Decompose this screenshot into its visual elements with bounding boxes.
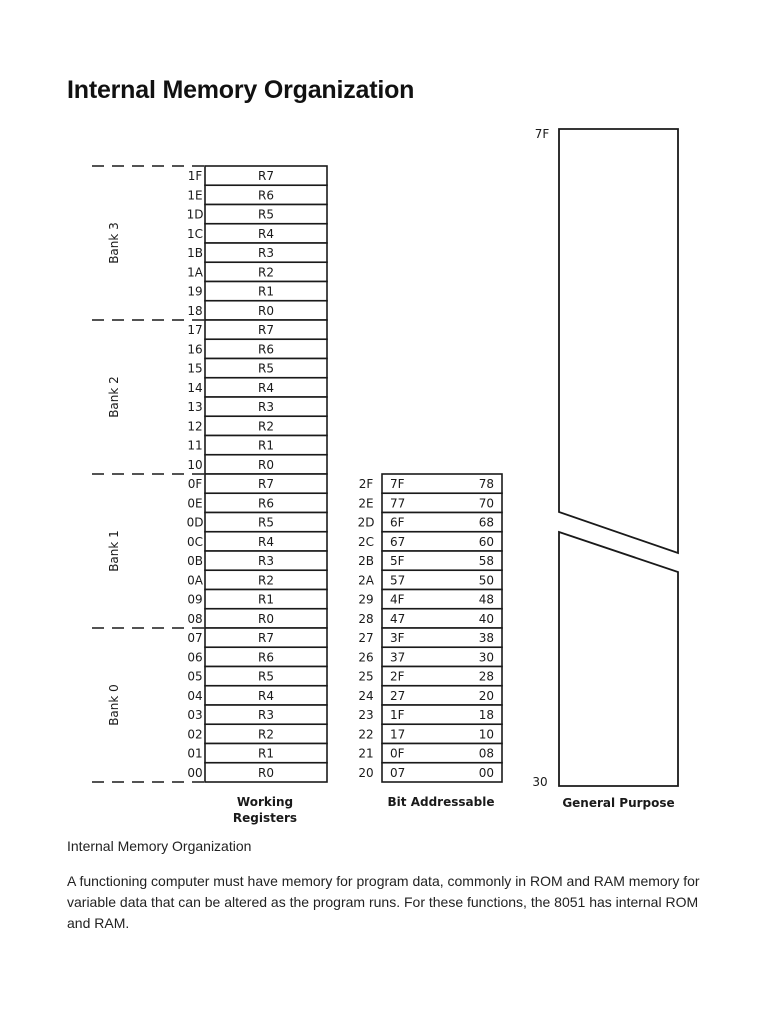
register-label: R6 bbox=[258, 496, 274, 511]
register-address: 11 bbox=[187, 438, 203, 453]
register-label: R2 bbox=[258, 727, 274, 742]
register-address: 19 bbox=[187, 284, 203, 299]
register-address: 16 bbox=[187, 342, 203, 357]
register-label: R3 bbox=[258, 708, 274, 723]
bit-low-address: 68 bbox=[478, 515, 494, 530]
bit-high-address: 67 bbox=[390, 534, 406, 549]
bit-row-address: 21 bbox=[358, 746, 374, 761]
bit-high-address: 07 bbox=[390, 765, 406, 780]
register-address: 1D bbox=[186, 207, 204, 222]
general-purpose-top-address: 7F bbox=[534, 127, 550, 141]
register-address: 09 bbox=[187, 592, 203, 607]
register-label: R1 bbox=[258, 592, 274, 607]
bit-row-address: 26 bbox=[358, 650, 374, 665]
body-paragraph: A functioning computer must have memory for program data, commonly in ROM and RAM memory for variable data that can be altered as the program runs. For these functions, the 8051 has internal ROM and RAM. bbox=[67, 873, 700, 931]
general-purpose-upper-block bbox=[559, 129, 678, 553]
bit-high-address: 57 bbox=[390, 573, 406, 588]
register-address: 12 bbox=[187, 419, 203, 434]
register-address: 1F bbox=[187, 169, 203, 184]
register-address: 15 bbox=[187, 361, 203, 376]
bit-high-address: 27 bbox=[390, 688, 406, 703]
register-address: 0B bbox=[187, 554, 203, 569]
bit-high-address: 4F bbox=[390, 592, 405, 607]
bit-low-address: 38 bbox=[478, 631, 494, 646]
register-address: 0A bbox=[187, 573, 203, 588]
register-address: 07 bbox=[187, 631, 203, 646]
register-address: 1E bbox=[187, 188, 203, 203]
register-label: R7 bbox=[258, 477, 274, 492]
bit-row-address: 24 bbox=[358, 688, 374, 703]
bit-row-address: 23 bbox=[358, 708, 374, 723]
bank-label: Bank 3 bbox=[107, 222, 121, 264]
page-title: Internal Memory Organization bbox=[67, 76, 415, 104]
bit-low-address: 00 bbox=[478, 765, 494, 780]
bit-low-address: 48 bbox=[478, 592, 494, 607]
bit-low-address: 10 bbox=[478, 727, 494, 742]
register-label: R4 bbox=[258, 380, 274, 395]
register-address: 01 bbox=[187, 746, 203, 761]
bit-row-address: 29 bbox=[358, 592, 374, 607]
bit-row-address: 27 bbox=[358, 631, 374, 646]
register-label: R4 bbox=[258, 688, 274, 703]
bit-high-address: 0F bbox=[390, 746, 405, 761]
bit-high-address: 6F bbox=[390, 515, 405, 530]
register-label: R1 bbox=[258, 746, 274, 761]
bit-row-address: 2A bbox=[358, 573, 374, 588]
register-label: R2 bbox=[258, 573, 274, 588]
bit-high-address: 47 bbox=[390, 611, 406, 626]
bit-row-address: 2D bbox=[357, 515, 375, 530]
bit-low-address: 58 bbox=[478, 554, 494, 569]
register-label: R7 bbox=[258, 631, 274, 646]
register-address: 1B bbox=[187, 246, 203, 261]
register-label: R0 bbox=[258, 611, 274, 626]
register-address: 03 bbox=[187, 708, 203, 723]
bit-high-address: 17 bbox=[390, 727, 406, 742]
bit-high-address: 3F bbox=[390, 631, 405, 646]
bank-label: Bank 0 bbox=[107, 684, 121, 726]
register-label: R1 bbox=[258, 284, 274, 299]
bit-row-address: 2B bbox=[358, 554, 374, 569]
bit-addressable-caption: Bit Addressable bbox=[387, 795, 495, 809]
bit-row-address: 2F bbox=[358, 477, 374, 492]
bit-row-address: 28 bbox=[358, 611, 374, 626]
bit-high-address: 7F bbox=[390, 477, 405, 492]
register-address: 18 bbox=[187, 303, 203, 318]
bit-low-address: 18 bbox=[478, 708, 494, 723]
register-label: R7 bbox=[258, 169, 274, 184]
register-label: R4 bbox=[258, 226, 274, 241]
register-label: R0 bbox=[258, 303, 274, 318]
register-label: R0 bbox=[258, 457, 274, 472]
register-address: 02 bbox=[187, 727, 203, 742]
register-label: R2 bbox=[258, 419, 274, 434]
register-address: 0D bbox=[186, 515, 204, 530]
general-purpose-caption: General Purpose bbox=[562, 796, 675, 810]
register-label: R7 bbox=[258, 323, 274, 338]
register-label: R0 bbox=[258, 765, 274, 780]
bit-low-address: 28 bbox=[478, 669, 494, 684]
register-label: R6 bbox=[258, 188, 274, 203]
register-label: R4 bbox=[258, 534, 274, 549]
bit-low-address: 60 bbox=[478, 534, 494, 549]
register-label: R2 bbox=[258, 265, 274, 280]
bit-high-address: 37 bbox=[390, 650, 406, 665]
working-registers-caption: Working bbox=[236, 795, 294, 809]
register-address: 0F bbox=[187, 477, 203, 492]
bit-low-address: 20 bbox=[478, 688, 494, 703]
bit-row-address: 20 bbox=[358, 765, 374, 780]
register-label: R3 bbox=[258, 400, 274, 415]
bit-low-address: 50 bbox=[478, 573, 494, 588]
bit-low-address: 30 bbox=[478, 650, 494, 665]
figure-caption: Internal Memory Organization bbox=[67, 838, 252, 854]
bit-low-address: 70 bbox=[478, 496, 494, 511]
working-registers-caption: Registers bbox=[232, 811, 298, 825]
register-label: R5 bbox=[258, 515, 274, 530]
register-label: R3 bbox=[258, 246, 274, 261]
register-label: R1 bbox=[258, 438, 274, 453]
bit-row-address: 2E bbox=[358, 496, 374, 511]
register-address: 04 bbox=[187, 688, 203, 703]
register-address: 1A bbox=[187, 265, 203, 280]
register-label: R5 bbox=[258, 207, 274, 222]
register-address: 00 bbox=[187, 765, 203, 780]
register-address: 13 bbox=[187, 400, 203, 415]
bit-high-address: 1F bbox=[390, 708, 405, 723]
register-label: R5 bbox=[258, 361, 274, 376]
bit-row-address: 2C bbox=[357, 534, 375, 549]
bit-row-address: 22 bbox=[358, 727, 374, 742]
register-address: 10 bbox=[187, 457, 203, 472]
register-address: 05 bbox=[187, 669, 203, 684]
register-address: 14 bbox=[187, 380, 203, 395]
bit-high-address: 5F bbox=[390, 554, 405, 569]
register-address: 1C bbox=[186, 226, 204, 241]
register-label: R6 bbox=[258, 342, 274, 357]
bit-low-address: 40 bbox=[478, 611, 494, 626]
bit-low-address: 08 bbox=[478, 746, 494, 761]
register-label: R6 bbox=[258, 650, 274, 665]
general-purpose-bottom-address: 30 bbox=[532, 775, 548, 789]
register-label: R3 bbox=[258, 554, 274, 569]
register-address: 0E bbox=[187, 496, 203, 511]
bit-row-address: 25 bbox=[358, 669, 374, 684]
bank-label: Bank 2 bbox=[107, 376, 121, 418]
register-address: 06 bbox=[187, 650, 203, 665]
bit-high-address: 77 bbox=[390, 496, 406, 511]
bank-label: Bank 1 bbox=[107, 530, 121, 572]
register-label: R5 bbox=[258, 669, 274, 684]
bit-high-address: 2F bbox=[390, 669, 405, 684]
register-address: 0C bbox=[186, 534, 204, 549]
bit-low-address: 78 bbox=[478, 477, 494, 492]
register-address: 17 bbox=[187, 323, 203, 338]
register-address: 08 bbox=[187, 611, 203, 626]
general-purpose-lower-block bbox=[559, 532, 678, 786]
